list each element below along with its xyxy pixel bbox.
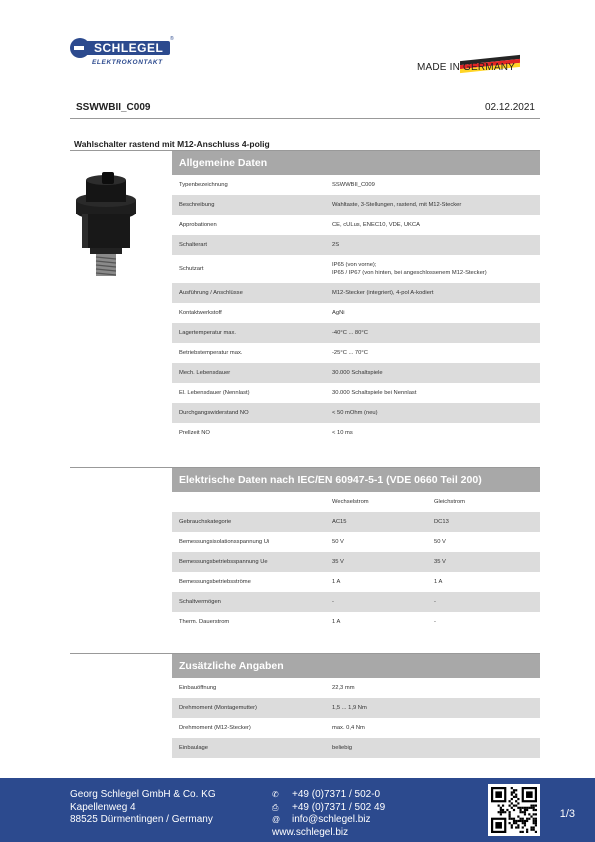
phone-icon: ✆ — [272, 790, 279, 799]
electrical-row-label: Gebrauchskategorie — [179, 519, 232, 525]
general-row-value: SSWWBII_C009 — [332, 182, 375, 188]
company-street: Kapellenweg 4 — [70, 801, 136, 813]
qr-code — [488, 784, 540, 836]
schlegel-logo — [70, 38, 178, 72]
electrical-row — [172, 592, 540, 612]
general-row-label: Schutzart — [179, 266, 204, 272]
document-date: 02.12.2021 — [484, 102, 535, 113]
electrical-row-ac: 35 V — [332, 559, 344, 565]
company-name: Georg Schlegel GmbH & Co. KG — [70, 789, 216, 800]
col-ac-header: Wechselstrom — [332, 499, 369, 505]
additional-row-value: 1,5 ... 1,9 Nm — [332, 705, 367, 711]
general-row — [172, 383, 540, 403]
electrical-row-ac: 1 A — [332, 619, 341, 625]
electrical-row-dc: 50 V — [434, 539, 446, 545]
made-in-germany: MADE IN GERMANY — [416, 62, 515, 73]
electrical-row-ac: 1 A — [332, 579, 341, 585]
general-row — [172, 195, 540, 215]
electrical-row-dc: - — [434, 599, 436, 605]
additional-row — [172, 738, 540, 758]
general-row-label: Typenbezeichnung — [179, 182, 228, 188]
logo-registered: ® — [170, 36, 174, 42]
electrical-row — [172, 552, 540, 572]
electrical-row-label: Bemessungsisolationsspannung Ui — [179, 539, 270, 545]
general-row — [172, 215, 540, 235]
general-row-value — [332, 261, 540, 277]
general-row-label: Prellzeit NO — [179, 430, 210, 436]
company-city: 88525 Dürmentingen / Germany — [70, 814, 213, 825]
general-row-value: CE, cULus, ENEC10, VDE, UKCA — [332, 222, 420, 228]
fax-number: +49 (0)7371 / 502 49 — [292, 801, 386, 813]
general-row-value: < 10 ms — [332, 430, 353, 436]
electrical-row-label: Bemessungsbetriebsströme — [179, 579, 251, 585]
general-row-label: Ausführung / Anschlüsse — [179, 290, 243, 296]
additional-row — [172, 698, 540, 718]
general-row-value: -25°C ... 70°C — [332, 350, 368, 356]
section-electrical — [172, 468, 540, 632]
electrical-row-dc: 1 A — [434, 579, 443, 585]
general-row-value: -40°C ... 80°C — [332, 330, 368, 336]
section-electrical-title: Elektrische Daten nach IEC/EN 60947-5-1 (VDE 0660 Teil 200) — [172, 468, 540, 492]
logo-subtitle: ELEKTROKONTAKT — [92, 59, 163, 66]
additional-row-label: Einbauöffnung — [179, 685, 217, 691]
general-row-value-line: IP65 / IP67 (von hinten, bei angeschlossenem M12-Stecker) — [332, 270, 487, 276]
electrical-row-dc: - — [434, 619, 436, 625]
section-general — [172, 151, 540, 443]
general-row-label: Kontaktwerkstoff — [179, 310, 222, 316]
electrical-row-ac: 50 V — [332, 539, 344, 545]
electrical-row-dc: DC13 — [434, 519, 449, 525]
additional-row-value: beliebig — [332, 745, 352, 751]
general-row — [172, 323, 540, 343]
electrical-row-label: Schaltvermögen — [179, 599, 221, 605]
general-row-value-line: IP65 (von vorne); — [332, 262, 377, 268]
electrical-header-row — [172, 492, 540, 512]
general-row-label: Durchgangswiderstand NO — [179, 410, 249, 416]
general-row-value: 2S — [332, 242, 340, 248]
phone-number[interactable]: +49 (0)7371 / 502-0 — [292, 789, 381, 800]
general-row-value: M12-Stecker (integriert), 4-pol A-kodiert — [332, 290, 434, 296]
electrical-row — [172, 512, 540, 532]
general-row-label: El. Lebensdauer (Nennlast) — [179, 390, 250, 396]
general-row — [172, 363, 540, 383]
general-row — [172, 235, 540, 255]
additional-row — [172, 718, 540, 738]
additional-row-label: Drehmoment (M12-Stecker) — [179, 725, 251, 731]
electrical-row-label: Therm. Dauerstrom — [179, 619, 230, 625]
general-row-label: Mech. Lebensdauer — [179, 370, 231, 376]
general-row-label: Betriebstemperatur max. — [179, 350, 243, 356]
general-row — [172, 303, 540, 323]
additional-row-value: 22,3 mm — [332, 685, 355, 691]
product-image — [72, 170, 140, 280]
general-row — [172, 175, 540, 195]
fax-icon: ⎙ — [272, 802, 279, 812]
general-row-label: Beschreibung — [179, 202, 215, 208]
footer-address — [70, 789, 216, 827]
additional-row — [172, 678, 540, 698]
general-row — [172, 343, 540, 363]
email-link[interactable]: info@schlegel.biz — [292, 814, 371, 825]
general-row — [172, 423, 540, 443]
additional-row-label: Drehmoment (Montagemutter) — [179, 705, 257, 711]
general-row-value: Wahltaste, 3-Stellungen, rastend, mit M12-Stecker — [332, 202, 462, 208]
electrical-row-label: Bemessungsbetriebsspannung Ue — [179, 559, 268, 565]
logo-brand: SCHLEGEL — [94, 41, 164, 55]
general-row-label: Schalterart — [179, 242, 208, 248]
general-row-value: 30.000 Schaltspiele — [332, 370, 383, 376]
general-row-value: 30.000 Schaltspiele bei Nennlast — [332, 390, 417, 396]
electrical-row-dc: 35 V — [434, 559, 446, 565]
general-row-label: Lagertemperatur max. — [179, 330, 237, 336]
additional-row-label: Einbaulage — [179, 745, 209, 751]
electrical-row — [172, 612, 540, 632]
electrical-row-ac: AC15 — [332, 519, 347, 525]
general-row-value: AgNi — [332, 310, 345, 316]
additional-row-value: max. 0,4 Nm — [332, 725, 365, 731]
footer — [0, 778, 595, 842]
email-icon: @ — [272, 815, 281, 824]
general-row — [172, 403, 540, 423]
electrical-row — [172, 572, 540, 592]
electrical-row — [172, 532, 540, 552]
product-title: Wahlschalter rastend mit M12-Anschluss 4-polig — [74, 139, 270, 149]
general-row-label: Approbationen — [179, 222, 217, 228]
divider — [70, 118, 540, 119]
col-dc-header: Gleichstrom — [434, 499, 465, 505]
general-row — [172, 283, 540, 303]
footer-contact — [272, 789, 385, 839]
section-additional-title: Zusätzliche Angaben — [172, 654, 540, 678]
page-number: 1/3 — [559, 808, 575, 820]
general-row — [172, 255, 540, 283]
general-row-value: < 50 mOhm (neu) — [332, 410, 378, 416]
electrical-row-ac: - — [332, 599, 334, 605]
document-id: SSWWBII_C009 — [76, 102, 151, 113]
website-link[interactable]: www.schlegel.biz — [272, 826, 349, 838]
section-additional — [172, 654, 540, 758]
section-general-title: Allgemeine Daten — [172, 151, 540, 175]
